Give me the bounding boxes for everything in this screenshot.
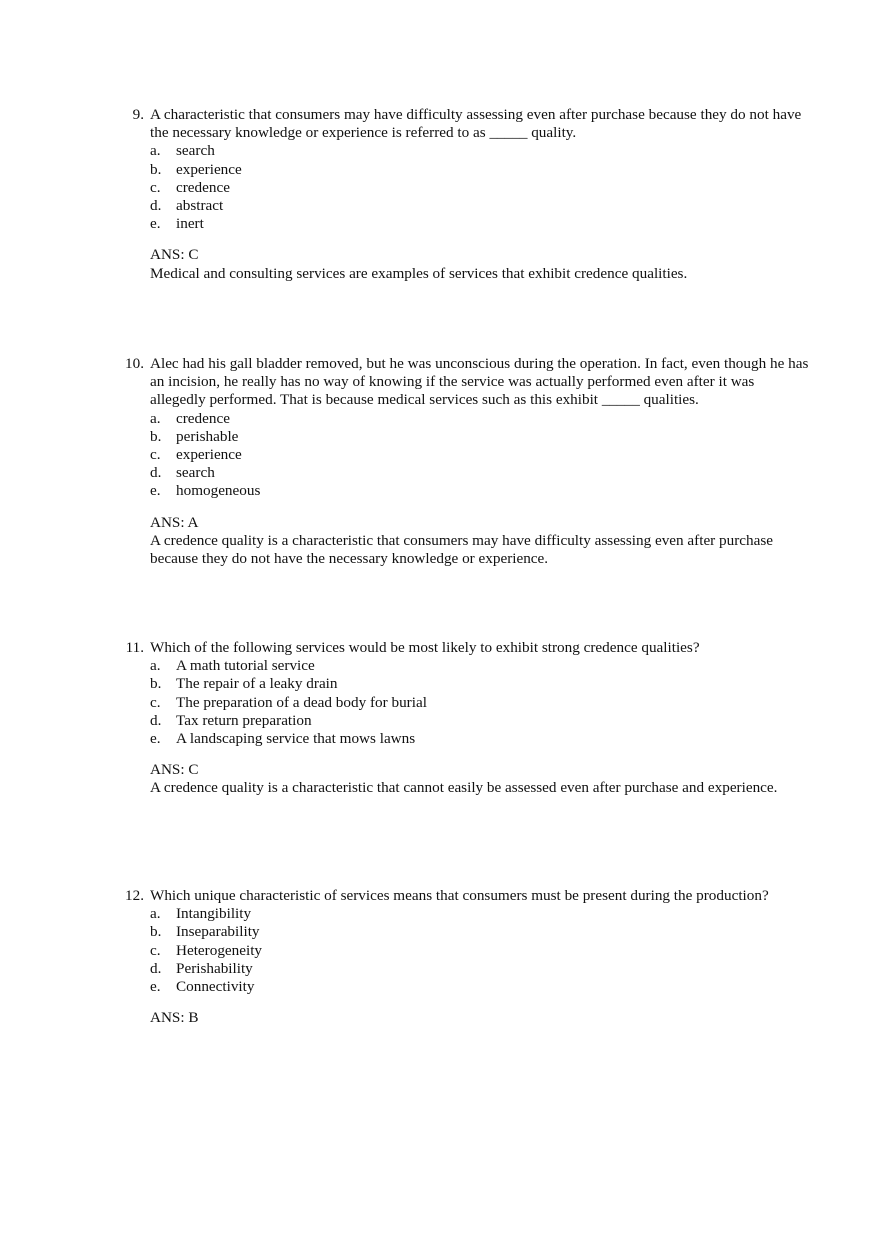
answer-explanation: Medical and consulting services are examples of services that exhibit credence qualities. [150, 264, 688, 282]
answer-choices [150, 905, 810, 996]
choice-text: Connectivity [176, 978, 255, 996]
choice-letter: c. [150, 178, 161, 196]
choice-letter: c. [150, 693, 161, 711]
choice-letter: b. [150, 675, 162, 693]
answer-block [150, 514, 810, 569]
choice-text: Tax return preparation [176, 711, 312, 729]
choice-b [150, 675, 810, 693]
choice-letter: b. [150, 923, 162, 941]
answer-key: ANS: C [150, 246, 199, 264]
choice-letter: c. [150, 941, 161, 959]
choice-c [150, 179, 810, 197]
question-stem: Which unique characteristic of services means that consumers must be present during the production? [150, 887, 769, 904]
choice-text: search [176, 142, 215, 160]
choice-letter: d. [150, 711, 162, 729]
question-number: 12. [125, 887, 144, 904]
choice-a [150, 142, 810, 160]
choice-text: The preparation of a dead body for burial [176, 693, 427, 711]
answer-choices [150, 410, 810, 501]
answer-block [150, 1009, 810, 1027]
choice-letter: e. [150, 978, 161, 996]
answer-key: ANS: B [150, 1009, 199, 1027]
choice-letter: a. [150, 657, 161, 675]
choice-a [150, 410, 810, 428]
choice-c [150, 694, 810, 712]
choice-text: experience [176, 446, 242, 464]
choice-e [150, 730, 810, 748]
choice-e [150, 978, 810, 996]
choice-letter: d. [150, 959, 162, 977]
choice-letter: e. [150, 730, 161, 748]
choice-d [150, 960, 810, 978]
choice-letter: e. [150, 482, 161, 500]
choice-letter: b. [150, 160, 162, 178]
choice-text: A landscaping service that mows lawns [176, 730, 416, 748]
choice-text: homogeneous [176, 482, 261, 500]
choice-e [150, 215, 810, 233]
choice-b [150, 923, 810, 941]
choice-text: credence [176, 409, 230, 427]
choice-text: experience [176, 160, 242, 178]
answer-block [150, 761, 810, 797]
choice-c [150, 446, 810, 464]
question-stem: Which of the following services would be most likely to exhibit strong credence qualities? [150, 639, 700, 656]
answer-choices [150, 657, 810, 748]
question-11 [125, 639, 810, 798]
answer-explanation: A credence quality is a characteristic that consumers may have difficulty assessing even after purchase because they do not have the necessary knowledge or experience. [150, 531, 774, 568]
question-number: 10. [125, 355, 144, 372]
choice-letter: e. [150, 215, 161, 233]
choice-b [150, 428, 810, 446]
choice-b [150, 161, 810, 179]
choice-text: The repair of a leaky drain [176, 675, 338, 693]
answer-choices [150, 142, 810, 233]
choice-letter: d. [150, 197, 162, 215]
answer-key: ANS: C [150, 761, 199, 779]
question-12 [125, 887, 810, 1027]
question-number: 9. [132, 106, 144, 123]
choice-letter: b. [150, 427, 162, 445]
answer-block [150, 246, 810, 282]
choice-letter: a. [150, 142, 161, 160]
question-stem: Alec had his gall bladder removed, but he was unconscious during the operation. In fact, even though he has an incision, he really has no way of knowing if the service was actually performed even after it was allegedly performed. That is because medical services such as this exhibit _____ qualities. [150, 355, 809, 409]
choice-text: inert [176, 215, 204, 233]
choice-text: search [176, 464, 215, 482]
choice-a [150, 657, 810, 675]
choice-text: abstract [176, 197, 224, 215]
choice-letter: c. [150, 446, 161, 464]
answer-explanation: A credence quality is a characteristic that cannot easily be assessed even after purchase and experience. [150, 779, 778, 797]
choice-a [150, 905, 810, 923]
question-10 [125, 355, 810, 568]
choice-text: credence [176, 178, 230, 196]
question-number: 11. [125, 639, 144, 656]
choice-c [150, 942, 810, 960]
choice-d [150, 197, 810, 215]
question-9 [132, 106, 810, 283]
choice-text: Intangibility [176, 905, 252, 923]
choice-d [150, 464, 810, 482]
choice-d [150, 712, 810, 730]
choice-text: Heterogeneity [176, 941, 263, 959]
choice-e [150, 482, 810, 500]
question-stem: A characteristic that consumers may have difficulty assessing even after purchase because they do not have the necessary knowledge or experience is referred to as _____ quality. [150, 106, 802, 142]
choice-letter: a. [150, 905, 161, 923]
choice-text: Perishability [176, 959, 253, 977]
choice-text: perishable [176, 427, 239, 445]
choice-letter: d. [150, 464, 162, 482]
answer-key: ANS: A [150, 513, 199, 531]
choice-text: Inseparability [176, 923, 260, 941]
choice-text: A math tutorial service [176, 657, 315, 675]
choice-letter: a. [150, 409, 161, 427]
